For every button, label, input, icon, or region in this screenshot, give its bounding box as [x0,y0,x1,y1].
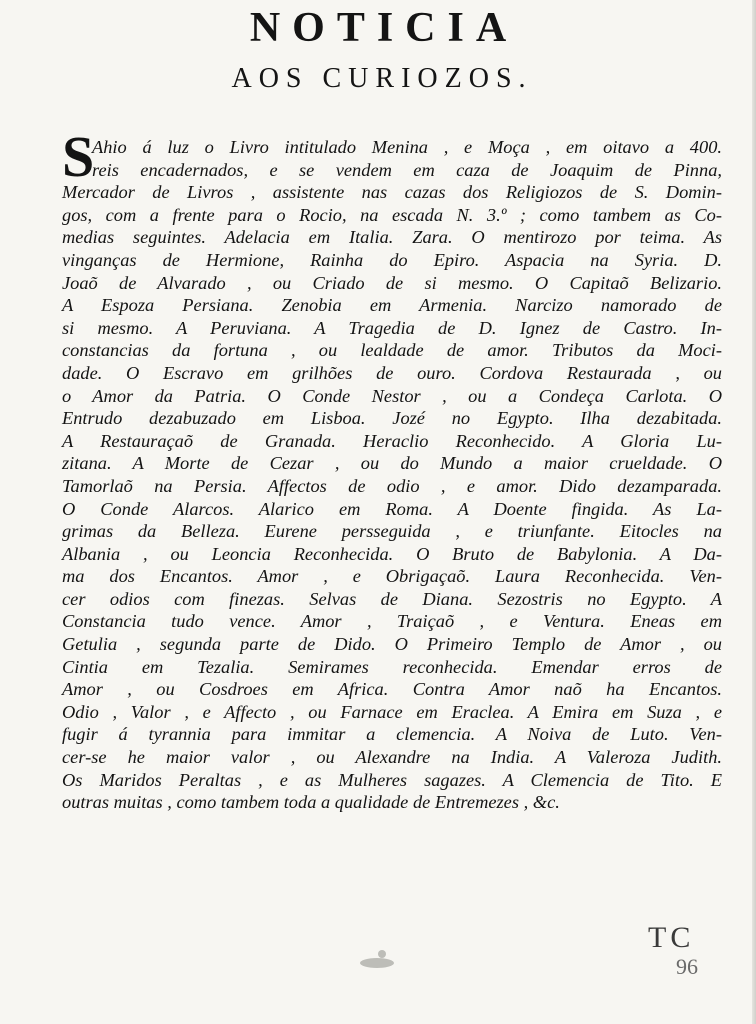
body-line: Constancia tudo vence. Amor , Traiçaõ , e Ventura. Eneas em [62,611,722,632]
page-edge [752,0,756,1024]
page-title: NOTICIA [249,5,519,51]
body-line: Getulia , segunda parte de Dido. O Primeiro Templo de Amor , ou [62,634,722,655]
body-line: A Restauraçaõ de Granada. Heraclio Reconhecido. A Gloria Lu- [62,430,722,451]
body-line: Odio , Valor , e Affecto , ou Farnace em Eraclea. A Emira em Suza , e [62,701,722,722]
shelfmark: TC [648,921,695,954]
body-line: Cintia em Tezalia. Semirames reconhecida. Emendar erros de [62,656,722,677]
body-line: Mercador de Livros , assistente nas cazas dos Religiozos de S. Domin- [62,182,722,203]
body-line: zitana. A Morte de Cezar , ou do Mundo a maior crueldade. O [62,453,722,474]
shelfmark-number: 96 [676,954,698,979]
body-line: outras muitas , como tambem toda a qualidade de Entremezes , &c. [62,792,560,813]
body-line: O Conde Alarcos. Alarico em Roma. A Doente fingida. As La- [62,498,722,519]
body-line: medias seguintes. Adelacia em Italia. Zara. O mentirozo por teima. As [62,227,722,248]
body-line: ma dos Encantos. Amor , e Obrigaçaõ. Laura Reconhecida. Ven- [62,566,722,587]
notice-body [62,136,722,814]
body-line: cer odios com finezas. Selvas de Diana. Sezostris no Egypto. A [62,588,722,609]
ink-smudge [378,950,386,958]
page-subtitle: AOS CURIOZOS. [231,63,533,94]
body-line: grimas da Belleza. Eurene persseguida , e triunfante. Eitocles na [62,521,722,542]
drop-cap: S [62,124,95,189]
body-line: vinganças de Hermione, Rainha do Epiro. Aspacia na Syria. D. [62,249,722,270]
body-line: Albania , ou Leoncia Reconhecida. O Bruto de Babylonia. A Da- [62,543,722,564]
body-line: A Espoza Persiana. Zenobia em Armenia. Narcizo namorado de [62,295,722,316]
body-line: dade. O Escravo em grilhões de ouro. Cordova Restaurada , ou [62,362,722,383]
body-line: fugir á tyrannia para immitar a clemencia. A Noiva de Luto. Ven- [62,724,722,745]
ink-smudge [360,958,394,968]
body-line: si mesmo. A Peruviana. A Tragedia de D. Ignez de Castro. In- [62,317,722,338]
body-line: o Amor da Patria. O Conde Nestor , ou a Condeça Carlota. O [62,385,722,406]
body-line: Ahio á luz o Livro intitulado Menina , e Moça , em oitavo a 400. [92,137,722,157]
body-line: reis encadernados, e se vendem em caza de Joaquim de Pinna, [92,159,722,180]
body-line: Entrudo dezabuzado em Lisboa. Jozé no Egypto. Ilha dezabitada. [62,408,722,429]
body-line: gos, com a frente para o Rocio, na escada N. 3.º ; como tambem as Co- [62,204,722,225]
body-line: cer-se he maior valor , ou Alexandre na India. A Valeroza Judith. [62,747,722,768]
body-line: constancias da fortuna , ou lealdade de amor. Tributos da Moci- [62,340,722,361]
body-line: Amor , ou Cosdroes em Africa. Contra Amor naõ ha Encantos. [62,679,722,700]
body-line: Os Maridos Peraltas , e as Mulheres sagazes. A Clemencia de Tito. E [62,769,722,790]
body-line: Joaõ de Alvarado , ou Criado de si mesmo. O Capitaõ Belizario. [62,272,722,293]
body-line: Tamorlaõ na Persia. Affectos de odio , e amor. Dido dezamparada. [62,475,722,496]
